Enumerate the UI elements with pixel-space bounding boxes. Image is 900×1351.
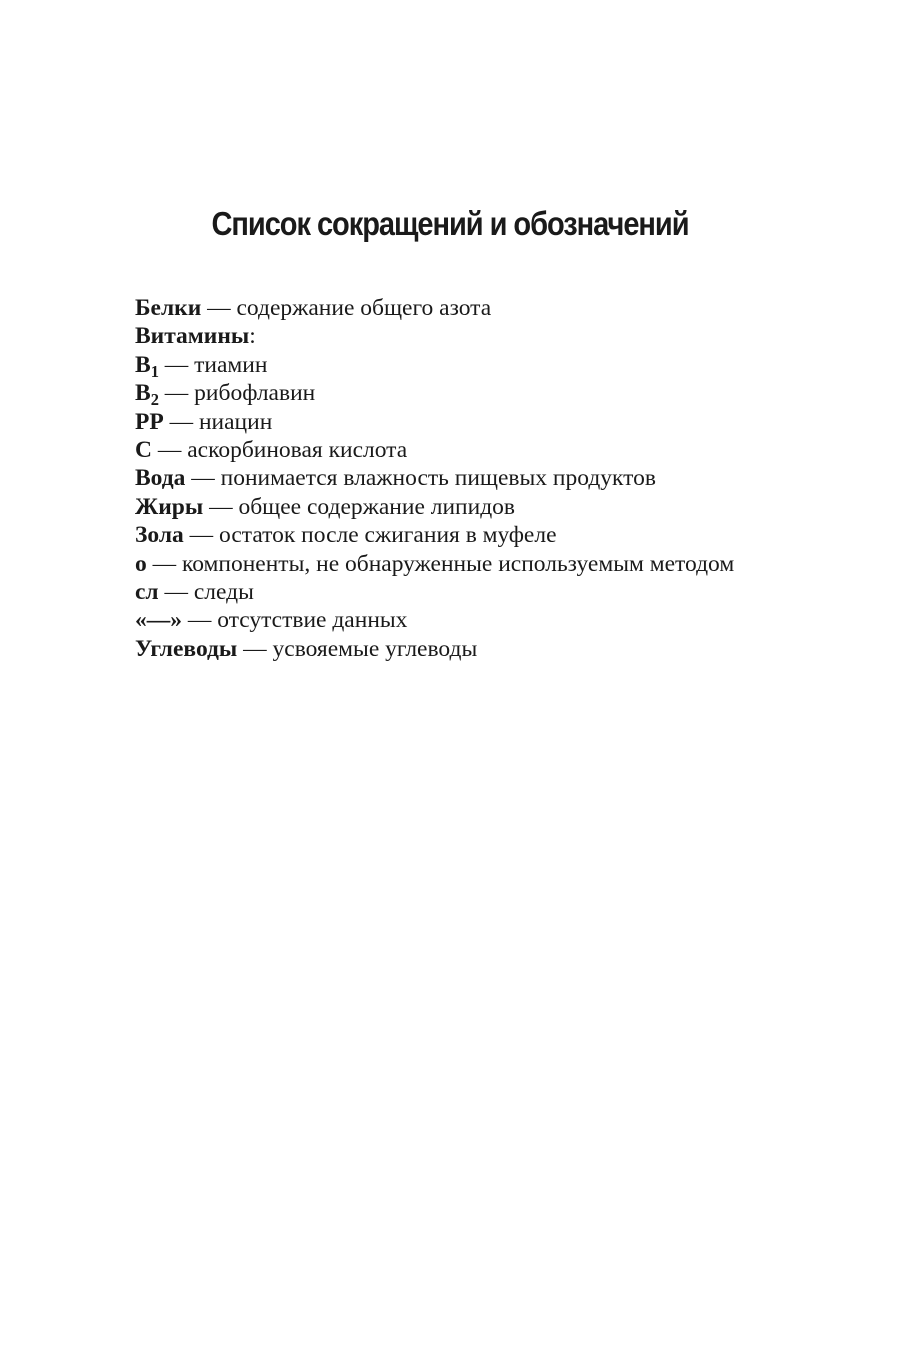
entry-term-subscript: 2 — [150, 390, 159, 410]
list-item — [135, 493, 855, 521]
entry-term: сл — [135, 579, 159, 606]
entry-term: «—» — [135, 607, 182, 634]
entry-term: Зола — [135, 522, 184, 549]
entry-definition: понимается влажность пищевых продуктов — [220, 465, 656, 492]
entry-definition: : — [249, 323, 256, 350]
entry-term: Жиры — [135, 493, 204, 520]
entry-definition: рибофлавин — [194, 380, 316, 407]
entry-term: Белки — [135, 295, 202, 321]
entry-term — [135, 351, 159, 381]
entry-definition: общее содержание липидов — [238, 493, 516, 520]
entry-separator: — — [158, 351, 195, 378]
entry-separator: — — [163, 408, 199, 435]
list-item — [135, 550, 855, 578]
list-item — [135, 635, 855, 663]
entry-term: о — [135, 550, 147, 577]
entry-term-letter: B — [135, 380, 151, 407]
entry-separator: — — [185, 465, 221, 492]
entry-separator: — — [158, 579, 194, 606]
list-item — [135, 606, 855, 634]
list-item — [135, 578, 855, 606]
entry-definition: содержание общего азота — [236, 295, 492, 321]
entry-definition: остаток после сжигания в муфеле — [219, 522, 557, 549]
list-item — [135, 464, 855, 492]
entry-separator: — — [183, 522, 220, 549]
entry-definition: отсутствие данных — [217, 607, 408, 634]
entry-term-letter: B — [135, 351, 151, 378]
list-item — [135, 351, 855, 379]
entry-definition: тиамин — [194, 351, 268, 378]
entry-term: Вода — [135, 465, 186, 492]
entry-separator: — — [151, 437, 188, 464]
list-item — [135, 436, 855, 464]
list-item — [135, 294, 855, 322]
entry-definition: компоненты, не обнаруженные используемым методом — [182, 550, 735, 577]
entry-separator: — — [203, 493, 239, 520]
entry-definition: аскорбиновая кислота — [187, 437, 408, 464]
entry-term: Углеводы — [135, 635, 238, 662]
list-item — [135, 379, 855, 410]
entry-definition: усвояемые углеводы — [272, 635, 478, 662]
entry-separator: — — [146, 550, 182, 577]
entry-separator: — — [158, 380, 195, 407]
page-title: Список сокращений и обозначений — [211, 205, 689, 242]
list-item — [135, 408, 855, 436]
abbreviation-list — [135, 294, 855, 663]
list-item — [135, 521, 855, 549]
entry-term-subscript: 1 — [150, 361, 159, 381]
entry-separator: — — [182, 607, 218, 634]
entry-definition: ниацин — [198, 408, 273, 435]
entry-term — [135, 380, 159, 410]
entry-separator: — — [237, 635, 273, 662]
entry-separator: — — [201, 295, 237, 321]
entry-term: PP — [135, 408, 164, 435]
entry-definition: следы — [193, 579, 254, 606]
list-item — [135, 322, 855, 350]
entry-term: Витамины — [135, 323, 250, 350]
entry-term: C — [135, 437, 152, 464]
